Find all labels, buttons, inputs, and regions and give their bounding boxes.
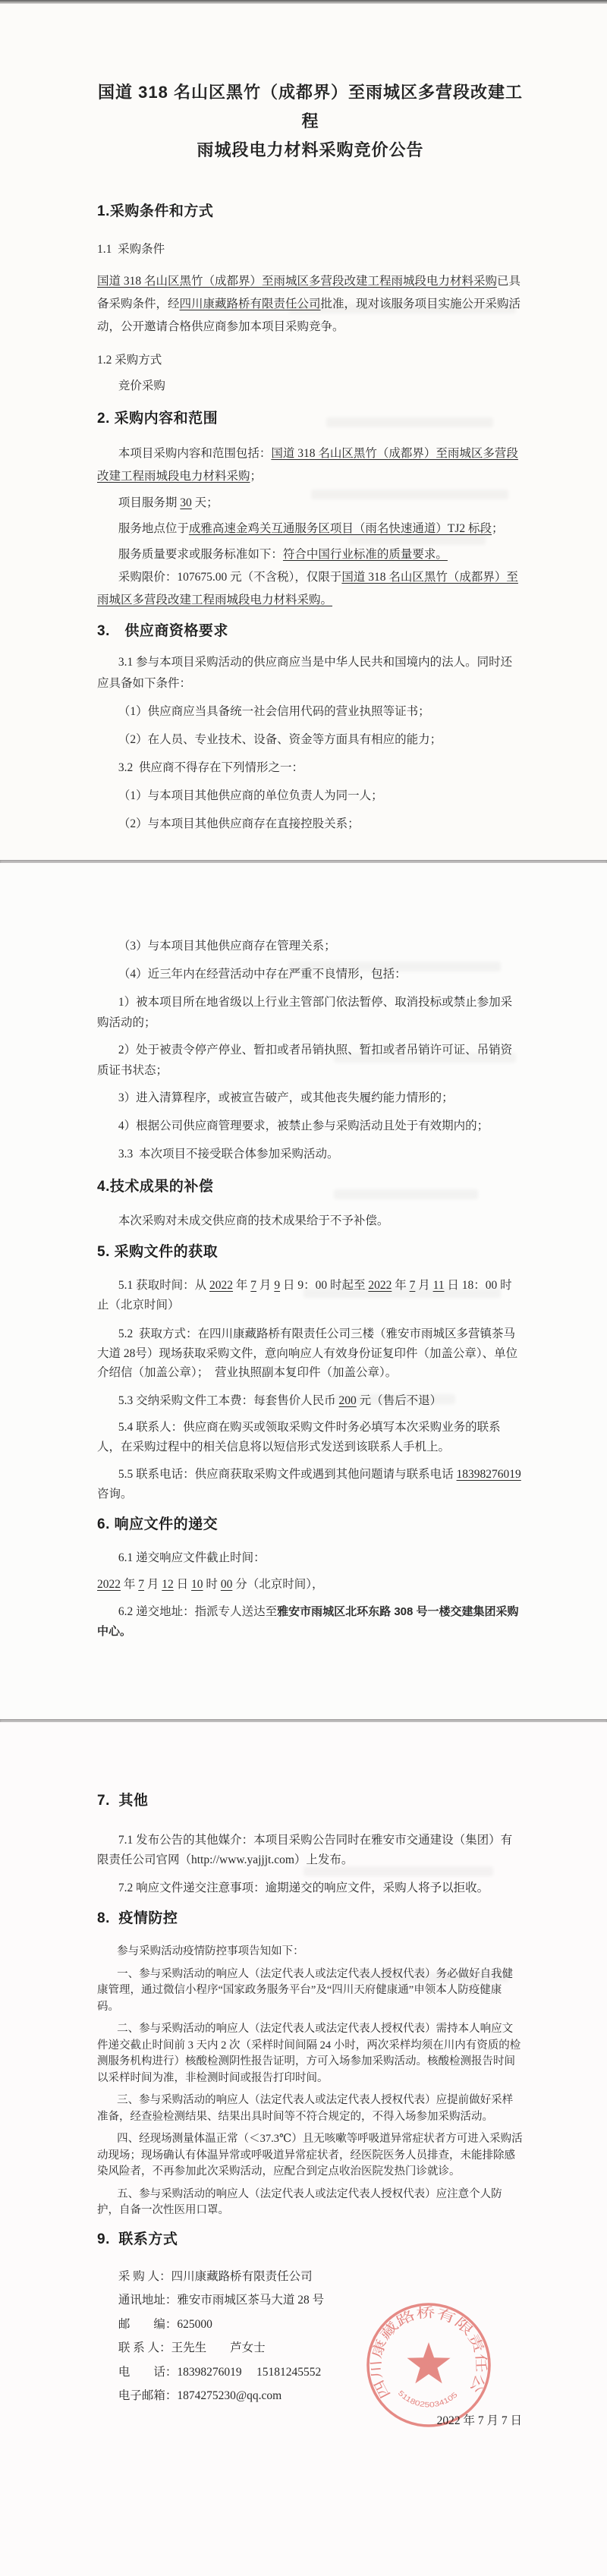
section-9-heading: 9. 联系方式: [97, 2231, 178, 2247]
covid-notice-item: 三、参与采购活动的响应人（法定代表人或法定代表人授权代表）应提前做好采样准备，经查验检测结果、结果出具时间等不符合规定的，不得入场参加采购活动。: [97, 2094, 514, 2123]
section-5-2-paragraph: 5.2 获取方式：在四川康藏路桥有限责任公司三楼（雅安市雨城区多营镇茶马大道 28号）现场获取采购文件，意向响应人有效身份证复印件（加盖公章）、单位介绍信（加盖公章）； 营业执照副本复印件（加盖公章）。: [97, 1327, 518, 1379]
section-3-2-paragraph: 3.2 供应商不得存在下列情形之一：: [118, 761, 304, 774]
section-6-heading: 6. 响应文件的递交: [97, 1516, 219, 1532]
covid-notice-item: 五、参与采购活动的响应人（法定代表人或法定代表人授权代表）应注意个人防护，自备一次性医用口罩。: [97, 2187, 502, 2216]
section-8-intro: 参与采购活动疫情防控事项告知如下：: [117, 1945, 304, 1957]
page-2: [0, 863, 607, 1719]
section-2-quality-requirement: 服务质量要求或服务标准如下：符合中国行业标准的质量要求。: [118, 548, 448, 561]
list-item: （1）与本项目其他供应商的单位负责人为同一人；: [118, 789, 383, 802]
contact-postcode: 邮 编：625000: [118, 2317, 212, 2331]
seal-code-number: 5118025034105: [396, 2389, 459, 2410]
list-item: （1）供应商应当具备统一社会信用代码的营业执照等证书；: [118, 705, 430, 718]
section-2-scope-paragraph: 本项目采购内容和范围包括：国道 318 名山区黑竹（成都界）至雨城区多营段改建工程雨城段电力材料采购；: [97, 447, 518, 483]
list-item: （4）近三年内在经营活动中存在严重不良情形，包括：: [118, 968, 407, 981]
section-6-1-paragraph: 6.1 递交响应文件截止时间：: [118, 1551, 266, 1564]
section-7-2-paragraph: 7.2 响应文件递交注意事项：逾期递交的响应文件，采购人将予以拒收。: [118, 1882, 489, 1894]
section-5-4-paragraph: 5.4 联系人：供应商在购买或领取采购文件时务必填写本次采购业务的联系人，在采购过程中的相关信息将以短信形式发送到该联系人手机上。: [97, 1421, 501, 1453]
section-2-price-limit: 采购限价：107675.00 元（不含税），仅限于国道 318 名山区黑竹（成都界）至雨城区多营段改建工程雨城段电力材料采购。: [97, 571, 518, 606]
section-5-1-paragraph: 5.1 获取时间：从 2022 年 7 月 9 日 9：00 时起至 2022 年 7 月 11 日 18：00 时止（北京时间）: [97, 1279, 512, 1312]
section-3-3-paragraph: 3.3 本次项目不接受联合体参加采购活动。: [118, 1148, 339, 1160]
document-title-line-2: 雨城段电力材料采购竞价公告: [197, 140, 424, 159]
section-6-2-paragraph: 6.2 递交地址：指派专人送达至雅安市雨城区北环东路 308 号一楼交建集团采购中心。: [97, 1605, 519, 1638]
section-5-3-paragraph: 5.3 交纳采购文件工本费：每套售价人民币 200 元（售后不退）: [118, 1393, 442, 1407]
contact-purchaser: 采 购 人：四川康藏路桥有限责任公司: [118, 2269, 313, 2283]
list-item: （3）与本项目其他供应商存在管理关系；: [118, 940, 336, 953]
section-5-5-paragraph: 5.5 联系电话：供应商获取采购文件或遇到其他问题请与联系电话 18398276019 咨询。: [97, 1468, 524, 1501]
section-4-heading: 4.技术成果的补偿: [97, 1179, 214, 1195]
seal-company-name: 四川康藏路桥有限责任公司: [368, 2305, 489, 2401]
covid-notice-item: 二、参与采购活动的响应人（法定代表人或法定代表人授权代表）需持本人响应文件递交截止时间前 3 天内 2 次（采样时间间隔 24 小时，两次采样均须在川内有资质的检测服务机构进行）核酸检测阴性报告证明，方可入场参加采购活动。核酸检测报告时间以采样时间为准，非检测时间或报告打印时间。: [97, 2023, 521, 2084]
list-item: （2）在人员、专业技术、设备、资金等方面具有相应的能力；: [118, 733, 442, 746]
covid-notice-item: 四、经现场测量体温正常（＜37.3℃）且无咳嗽等呼吸道异常症状者方可进入采购活动现场；现场确认有体温异常或呼吸道异常症状者，经医院医务人员排查，未能排除感染风险者，不再参加此次采购活动，应配合到定点收治医院发热门诊就诊。: [97, 2133, 523, 2178]
page-3: [0, 1722, 607, 2576]
list-item: 4）根据公司供应商管理要求，被禁止参与采购活动且处于有效期内的；: [118, 1120, 489, 1132]
covid-notice-item: 一、参与采购活动的响应人（法定代表人或法定代表人授权代表）务必做好自我健康管理，通过微信小程序“国家政务服务平台”及“四川天府健康通”申领本人防疫健康码。: [97, 1967, 514, 2013]
section-1-1-heading: 1.1 采购条件: [97, 243, 165, 256]
announcement-date: 2022 年 7 月 7 日: [436, 2414, 522, 2427]
section-6-1-deadline: 2022 年 7 月 12 日 10 时 00 分（北京时间），: [97, 1577, 324, 1591]
section-7-1-paragraph: 7.1 发布公告的其他媒介：本项目采购公告同时在雅安市交通建设（集团）有限责任公司官网（http://www.yajjjt.com）上发布。: [97, 1834, 513, 1866]
section-3-1-paragraph: 3.1 参与本项目采购活动的供应商应当是中华人民共和国境内的法人。同时还应具备如下条件：: [97, 656, 513, 690]
section-7-heading: 7. 其他: [97, 1793, 149, 1809]
list-item: 3）进入清算程序，或被宣告破产，或其他丧失履约能力情形的；: [118, 1091, 454, 1104]
contact-address: 通讯地址：雅安市雨城区茶马大道 28 号: [118, 2294, 325, 2307]
section-2-service-location: 服务地点位于成雅高速金鸡关互通服务区项目（雨名快速通道）TJ2 标段；: [118, 522, 504, 535]
section-3-heading: 3. 供应商资格要求: [97, 623, 228, 639]
contact-person: 联 系 人：王先生 芦女士: [118, 2341, 266, 2354]
contact-phone: 电 话：18398276019 15181245552: [118, 2365, 322, 2379]
section-1-2-heading: 1.2 采购方式: [97, 354, 162, 367]
section-1-1-paragraph: 国道 318 名山区黑竹（成都界）至雨城区多营段改建工程雨城段电力材料采购已具备采购条件，经四川康藏路桥有限责任公司批准，现对该服务项目实施公开采购活动，公开邀请合格供应商参加本项目采购竞争。: [97, 275, 521, 333]
section-1-2-paragraph: 竞价采购: [118, 379, 165, 392]
section-8-heading: 8. 疫情防控: [97, 1910, 178, 1926]
list-item: （2）与本项目其他供应商存在直接控股关系；: [118, 817, 360, 830]
list-item: 1）被本项目所在地省级以上行业主管部门依法暂停、取消投标或禁止参加采购活动的；: [97, 996, 513, 1029]
document-title-line-1: 国道 318 名山区黑竹（成都界）至雨城区多营段改建工程: [98, 83, 523, 131]
contact-email: 电子邮箱：1874275230@qq.com: [118, 2389, 282, 2402]
page-1: [0, 4, 607, 860]
section-2-heading: 2. 采购内容和范围: [97, 411, 219, 427]
section-4-paragraph: 本次采购对未成交供应商的技术成果给于不予补偿。: [118, 1214, 389, 1227]
list-item: 2）处于被责令停产停业、暂扣或者吊销执照、暂扣或者吊销许可证、吊销资质证书状态；: [97, 1044, 513, 1077]
section-2-service-period: 项目服务期 30 天；: [118, 496, 219, 509]
section-5-heading: 5. 采购文件的获取: [97, 1244, 219, 1260]
section-1-heading: 1.采购条件和方式: [97, 203, 214, 219]
